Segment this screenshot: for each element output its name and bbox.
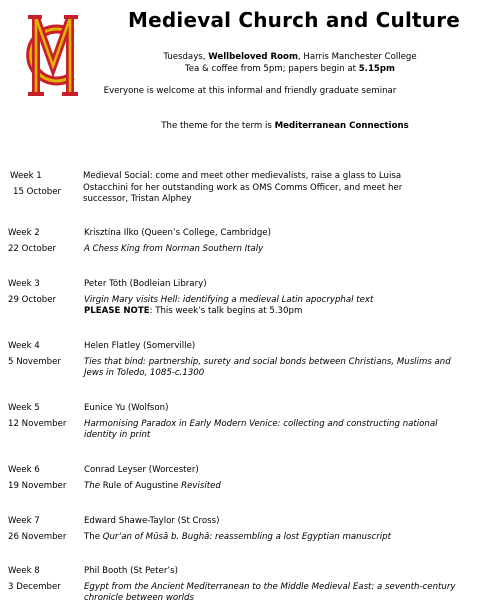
week-description: Medieval Social: come and meet other medievalists, raise a glass to Luisa Ostacchini for her outstanding work as OMS Comms Officer, and meet her successor, Tristan Alphey: [83, 171, 403, 204]
speaker: Helen Flatley (Somerville): [84, 341, 196, 351]
week-label: Week 4: [8, 341, 40, 351]
week-label: Week 7: [8, 516, 40, 526]
venue-line: Tuesdays, Wellbeloved Room, Harris Manchester College: [163, 52, 417, 62]
page-title: Medieval Church and Culture: [128, 8, 461, 32]
talk-title-continued: chronicle between worlds: [84, 593, 194, 603]
speaker: Conrad Leyser (Worcester): [84, 465, 199, 475]
week-date: 15 October: [13, 187, 62, 197]
start-time: 5.15pm: [358, 64, 396, 74]
speaker: Peter Tóth (Bodleian Library): [84, 279, 207, 289]
talk-title: A Chess King from Norman Southern Italy: [84, 244, 264, 254]
week-date: 19 November: [8, 481, 67, 491]
speaker: Eunice Yu (Wolfson): [84, 403, 169, 413]
week-label: Week 6: [8, 465, 40, 475]
speaker: Krisztina Ilko (Queen’s College, Cambridge): [84, 228, 271, 238]
room-name: Wellbeloved Room: [208, 52, 298, 62]
week-date: 22 October: [8, 244, 57, 254]
welcome-line: Everyone is welcome at this informal and friendly graduate seminar: [103, 86, 397, 96]
week-date: 26 November: [8, 532, 67, 542]
week-date: 12 November: [8, 419, 67, 429]
talk-title-continued: identity in print: [84, 430, 151, 440]
week-date: 3 December: [8, 582, 61, 592]
talk-title: The Qur’an of Mūsā b. Bughā: reassembling a lost Egyptian manuscript: [84, 532, 391, 542]
week-date: 29 October: [8, 295, 57, 305]
talk-title: Egypt from the Ancient Mediterranean to the Middle Medieval East: a seventh-century: [84, 582, 456, 592]
week-date: 5 November: [8, 357, 61, 367]
talk-title-continued: Jews in Toledo, 1085-c.1300: [84, 368, 205, 378]
talk-title: Ties that bind: partnership, surety and social bonds between Christians, Muslims and: [84, 357, 451, 367]
talk-title: The Rule of Augustine Revisited: [84, 481, 221, 491]
schedule-note: PLEASE NOTE: This week’s talk begins at 5.30pm: [84, 306, 303, 316]
week-label: Week 2: [8, 228, 40, 238]
talk-title: Harmonising Paradox in Early Modern Venice: collecting and constructing national: [84, 419, 438, 429]
speaker: Phil Booth (St Peter’s): [84, 566, 178, 576]
talk-title: Virgin Mary visits Hell: identifying a medieval Latin apocryphal text: [84, 295, 374, 305]
theme-name: Mediterranean Connections: [274, 121, 409, 131]
speaker: Edward Shawe-Taylor (St Cross): [84, 516, 220, 526]
time-line: Tea & coffee from 5pm; papers begin at 5.15pm: [184, 64, 396, 74]
week-label: Week 5: [8, 403, 40, 413]
week-label: Week 8: [8, 566, 40, 576]
theme-line: The theme for the term is Mediterranean Connections: [161, 121, 409, 131]
week-label: Week 1: [10, 171, 42, 181]
week-label: Week 3: [8, 279, 40, 289]
